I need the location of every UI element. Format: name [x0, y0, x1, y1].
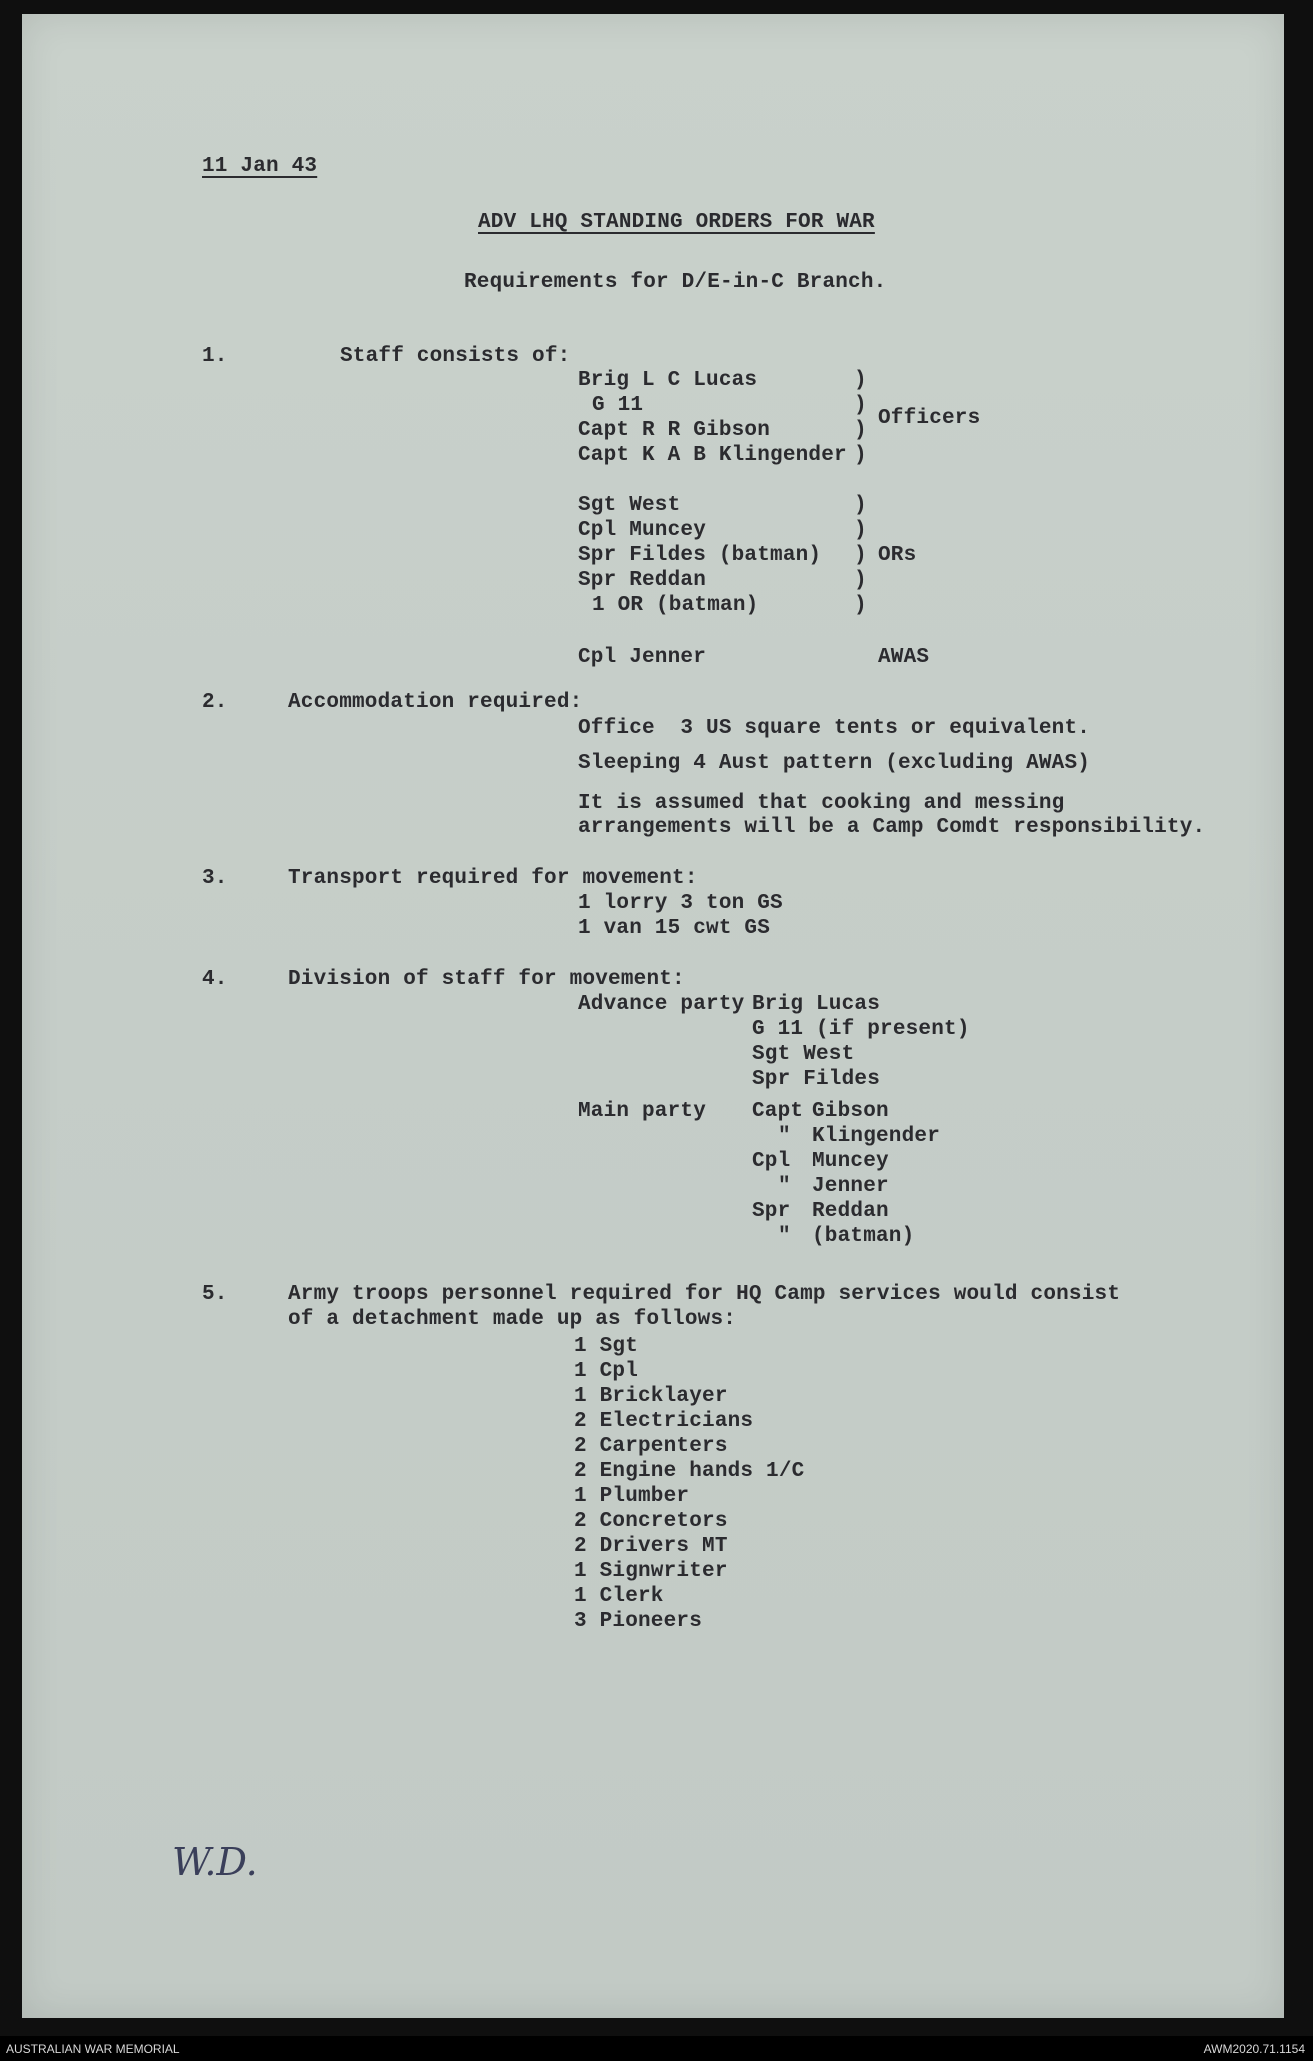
detachment-item: 1 Signwriter	[574, 1560, 728, 1583]
main-party-member: Klingender	[812, 1125, 941, 1148]
document-date: 11 Jan 43	[202, 155, 318, 178]
main-party-member: Reddan	[812, 1200, 889, 1223]
advance-party-label: Advance party	[578, 993, 745, 1016]
main-party-member: Muncey	[812, 1150, 889, 1173]
accommodation-sleeping: Sleeping 4 Aust pattern (excluding AWAS)	[578, 752, 1091, 775]
main-party-member: (batman)	[812, 1225, 915, 1248]
section-5-text: of a detachment made up as follows:	[288, 1308, 737, 1331]
section-4-heading: Division of staff for movement:	[288, 968, 685, 991]
section-4-number: 4.	[202, 968, 228, 991]
staff-or: Cpl Muncey	[578, 519, 707, 542]
detachment-item: 1 Clerk	[574, 1585, 664, 1608]
staff-awas-name: Cpl Jenner	[578, 646, 707, 669]
staff-or: Spr Fildes (batman)	[578, 544, 822, 567]
detachment-item: 1 Cpl	[574, 1360, 639, 1383]
detachment-item: 1 Sgt	[574, 1335, 639, 1358]
ors-bracket: ) ) ) ) )	[854, 494, 867, 617]
advance-party-member: Sgt West	[752, 1043, 855, 1066]
document-page	[22, 14, 1284, 2018]
advance-party-member: G 11 (if present)	[752, 1018, 970, 1041]
main-party-rank: "	[778, 1225, 791, 1248]
staff-or: Sgt West	[578, 494, 681, 517]
detachment-item: 2 Engine hands 1/C	[574, 1460, 805, 1483]
officers-label: Officers	[878, 407, 981, 430]
detachment-item: 1 Plumber	[574, 1485, 690, 1508]
footer-institution: AUSTRALIAN WAR MEMORIAL	[6, 2042, 180, 2056]
staff-or: 1 OR (batman)	[592, 594, 759, 617]
document-title: ADV LHQ STANDING ORDERS FOR WAR	[478, 211, 875, 234]
awas-label: AWAS	[878, 646, 930, 669]
staff-officer: G 11	[592, 394, 644, 417]
staff-officer: Capt R R Gibson	[578, 419, 771, 442]
section-1-heading: Staff consists of:	[340, 345, 571, 368]
staff-officer: Capt K A B Klingender	[578, 444, 847, 467]
section-5-text: Army troops personnel required for HQ Camp services would consist	[288, 1283, 1121, 1306]
advance-party-member: Spr Fildes	[752, 1068, 881, 1091]
section-2-heading: Accommodation required:	[288, 691, 583, 714]
detachment-item: 2 Drivers MT	[574, 1535, 728, 1558]
section-3-heading: Transport required for movement:	[288, 867, 698, 890]
document-subtitle: Requirements for D/E-in-C Branch.	[464, 271, 887, 294]
officers-bracket: ) ) ) )	[854, 369, 867, 467]
main-party-rank: Capt	[752, 1100, 804, 1123]
main-party-rank: "	[778, 1125, 791, 1148]
detachment-item: 2 Concretors	[574, 1510, 728, 1533]
staff-or: Spr Reddan	[578, 569, 707, 592]
section-3-number: 3.	[202, 867, 228, 890]
detachment-item: 2 Electricians	[574, 1410, 754, 1433]
section-2-number: 2.	[202, 691, 228, 714]
handwritten-initials: W.D.	[172, 1840, 258, 1884]
archive-footer	[0, 2036, 1313, 2061]
advance-party-member: Brig Lucas	[752, 993, 881, 1016]
section-1-number: 1.	[202, 345, 228, 368]
main-party-rank: "	[778, 1175, 791, 1198]
detachment-item: 1 Bricklayer	[574, 1385, 728, 1408]
transport-item: 1 lorry 3 ton GS	[578, 892, 783, 915]
main-party-label: Main party	[578, 1100, 707, 1123]
ors-label: ORs	[878, 544, 917, 567]
staff-officer: Brig L C Lucas	[578, 369, 758, 392]
detachment-item: 3 Pioneers	[574, 1610, 703, 1633]
main-party-rank: Spr	[752, 1200, 791, 1223]
footer-accession-number: AWM2020.71.1154	[1203, 2042, 1305, 2056]
main-party-member: Jenner	[812, 1175, 889, 1198]
main-party-member: Gibson	[812, 1100, 889, 1123]
section-5-number: 5.	[202, 1283, 228, 1306]
detachment-item: 2 Carpenters	[574, 1435, 728, 1458]
accommodation-office: Office 3 US square tents or equivalent.	[578, 717, 1091, 740]
main-party-rank: Cpl	[752, 1150, 791, 1173]
accommodation-note: It is assumed that cooking and messing	[578, 792, 1065, 815]
transport-item: 1 van 15 cwt GS	[578, 917, 771, 940]
accommodation-note: arrangements will be a Camp Comdt responsibility.	[578, 816, 1206, 839]
